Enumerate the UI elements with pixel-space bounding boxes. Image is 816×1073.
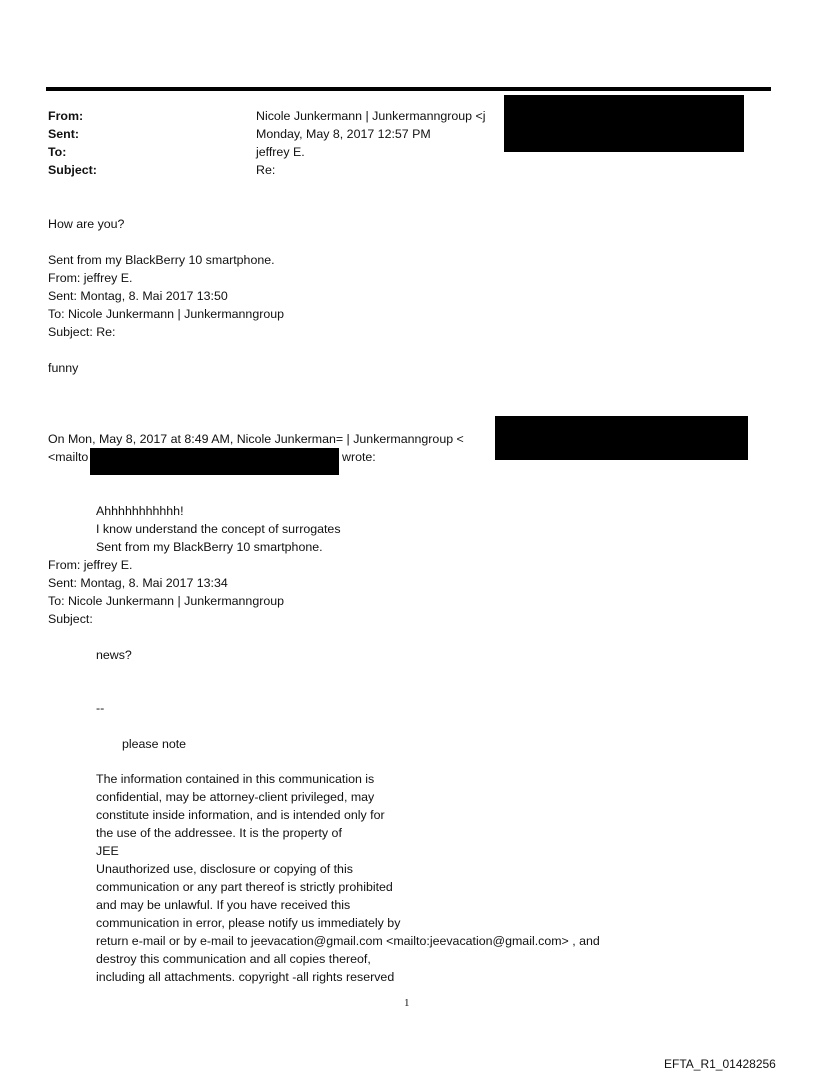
greeting-text: How are you? bbox=[48, 217, 125, 231]
reply1-line: Sent from my BlackBerry 10 smartphone. bbox=[48, 253, 275, 267]
redaction-box bbox=[90, 448, 339, 475]
reply2-line: Sent: Montag, 8. Mai 2017 13:34 bbox=[48, 576, 228, 590]
redaction-box bbox=[504, 95, 744, 152]
to-value: jeffrey E. bbox=[256, 145, 305, 159]
page-number: 1 bbox=[404, 997, 410, 1009]
disclaimer-line: confidential, may be attorney-client privileged, may bbox=[96, 790, 375, 804]
on-wrote-line-1: On Mon, May 8, 2017 at 8:49 AM, Nicole Junkerman= | Junkermanngroup < bbox=[48, 432, 464, 446]
disclaimer-line: return e-mail or by e-mail to jeevacation@gmail.com <mailto:jeevacation@gmail.com> , and bbox=[96, 934, 600, 948]
quoted-line: I know understand the concept of surrogates bbox=[96, 522, 341, 536]
disclaimer-line: The information contained in this communication is bbox=[96, 772, 375, 786]
sent-label: Sent: bbox=[48, 127, 79, 141]
funny-text: funny bbox=[48, 361, 79, 375]
reply2-line: To: Nicole Junkermann | Junkermanngroup bbox=[48, 594, 285, 608]
disclaimer-line: Unauthorized use, disclosure or copying of this bbox=[96, 862, 353, 876]
from-label: From: bbox=[48, 109, 84, 123]
from-value: Nicole Junkermann | Junkermanngroup <j bbox=[256, 109, 486, 123]
reply1-line: From: jeffrey E. bbox=[48, 271, 133, 285]
on-wrote-line-2-start: <mailto bbox=[48, 450, 89, 464]
sent-value: Monday, May 8, 2017 12:57 PM bbox=[256, 127, 431, 141]
on-wrote-line-2-end: wrote: bbox=[342, 450, 376, 464]
reply1-line: To: Nicole Junkermann | Junkermanngroup bbox=[48, 307, 285, 321]
signature-dashes: -- bbox=[96, 701, 105, 715]
disclaimer-line: including all attachments. copyright -all rights reserved bbox=[96, 970, 395, 984]
quoted-line: Sent from my BlackBerry 10 smartphone. bbox=[96, 540, 323, 554]
disclaimer-line: and may be unlawful. If you have received this bbox=[96, 898, 351, 912]
quoted-line: Ahhhhhhhhhhh! bbox=[96, 504, 184, 518]
reply2-line: Subject: bbox=[48, 612, 93, 626]
document-id: EFTA_R1_01428256 bbox=[664, 1057, 776, 1071]
disclaimer-line: JEE bbox=[96, 844, 119, 858]
disclaimer-line: the use of the addressee. It is the property of bbox=[96, 826, 342, 840]
disclaimer-line: destroy this communication and all copies thereof, bbox=[96, 952, 371, 966]
news-text: news? bbox=[96, 648, 132, 662]
disclaimer-line: constitute inside information, and is intended only for bbox=[96, 808, 385, 822]
reply2-line: From: jeffrey E. bbox=[48, 558, 133, 572]
to-label: To: bbox=[48, 145, 67, 159]
header-rule bbox=[46, 87, 771, 91]
reply1-line: Subject: Re: bbox=[48, 325, 116, 339]
reply1-line: Sent: Montag, 8. Mai 2017 13:50 bbox=[48, 289, 228, 303]
disclaimer-line: communication in error, please notify us immediately by bbox=[96, 916, 401, 930]
disclaimer-line: communication or any part thereof is strictly prohibited bbox=[96, 880, 393, 894]
redaction-box bbox=[495, 416, 748, 460]
subject-label: Subject: bbox=[48, 163, 97, 177]
subject-value: Re: bbox=[256, 163, 276, 177]
please-note-text: please note bbox=[122, 737, 187, 751]
